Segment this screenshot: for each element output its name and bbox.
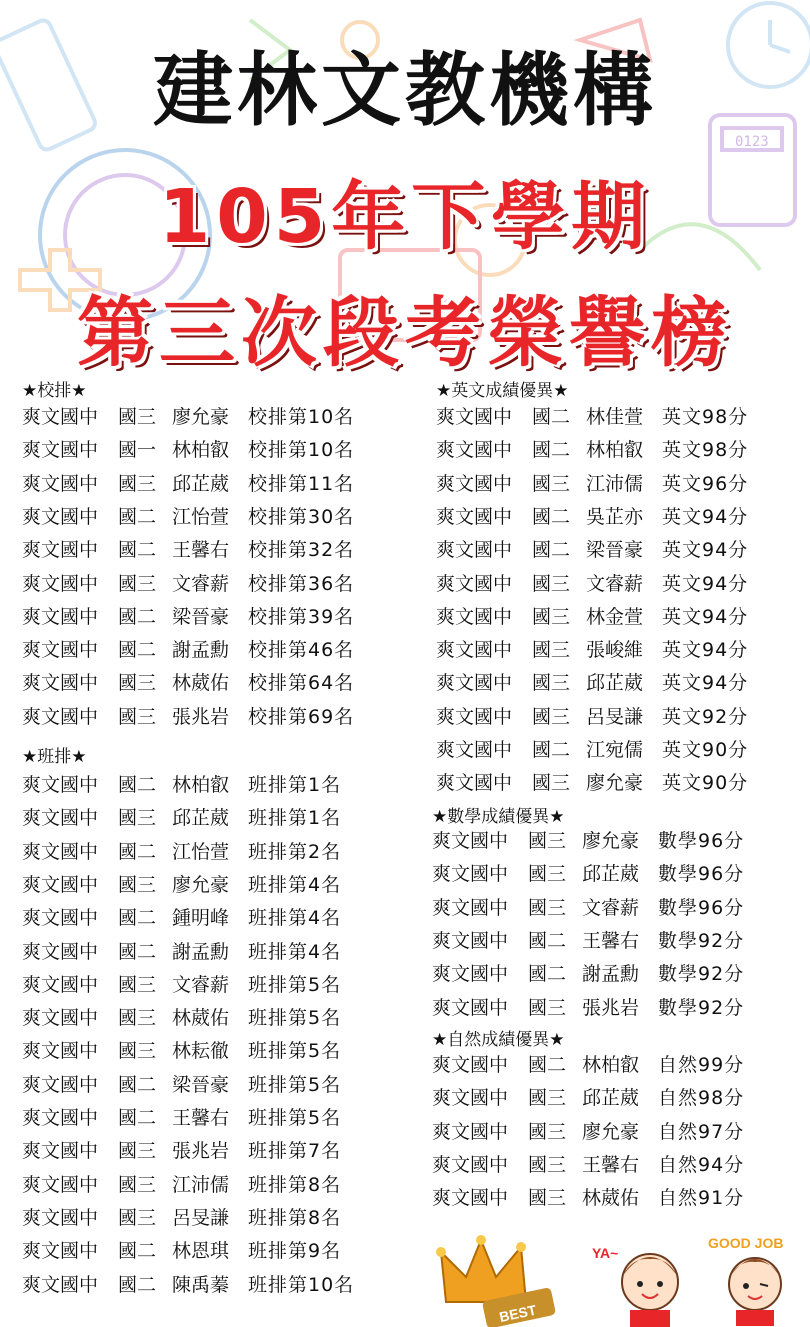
student-name: 江怡萱	[172, 840, 230, 863]
school-name: 爽文國中	[22, 1240, 99, 1263]
result: 英文94分	[662, 572, 749, 595]
result: 英文94分	[662, 505, 749, 528]
student-name: 謝孟勳	[172, 940, 230, 963]
semester-subtitle: 105年下學期	[158, 174, 652, 260]
result: 數學92分	[658, 963, 745, 986]
result: 校排第10名	[248, 406, 355, 428]
student-name: 廖允豪	[582, 1120, 640, 1143]
student-name: 梁晉豪	[172, 1073, 230, 1096]
result: 英文92分	[662, 705, 749, 728]
grade: 國三	[528, 896, 567, 919]
grade: 國二	[118, 940, 157, 963]
grade: 國三	[118, 873, 157, 896]
school-name: 爽文國中	[22, 807, 99, 830]
student-name: 林柏叡	[172, 439, 230, 462]
school-name: 爽文國中	[436, 672, 513, 695]
grade: 國二	[118, 539, 157, 562]
school-name: 爽文國中	[22, 973, 99, 996]
school-name: 爽文國中	[436, 739, 513, 761]
school-name: 爽文國中	[22, 873, 99, 896]
school-name: 爽文國中	[22, 1140, 99, 1163]
result: 英文94分	[662, 672, 749, 695]
grade: 國二	[528, 963, 567, 986]
student-name: 陳禹蓁	[172, 1273, 230, 1296]
result: 數學92分	[658, 929, 745, 952]
school-name: 爽文國中	[22, 840, 99, 863]
result: 校排第10名	[248, 439, 355, 462]
grade: 國三	[532, 472, 571, 495]
grade: 國三	[118, 572, 157, 595]
student-name: 廖允豪	[172, 873, 230, 896]
grade: 國三	[118, 1140, 157, 1163]
student-name: 王馨右	[172, 539, 230, 562]
result: 班排第5名	[248, 1040, 342, 1063]
result: 班排第5名	[248, 1107, 342, 1129]
result: 校排第11名	[248, 472, 355, 495]
school-name: 爽文國中	[432, 996, 509, 1019]
student-name: 林柏叡	[582, 1054, 640, 1076]
result: 班排第5名	[248, 973, 342, 996]
student-name: 林柏叡	[172, 774, 230, 796]
student-name: 謝孟勳	[582, 963, 640, 986]
school-name: 爽文國中	[22, 539, 99, 562]
school-rank-heading: ★校排★	[22, 381, 87, 401]
grade: 國二	[532, 439, 571, 462]
result: 班排第4名	[248, 873, 342, 896]
school-name: 爽文國中	[432, 963, 509, 986]
school-name: 爽文國中	[432, 1087, 509, 1110]
school-name: 爽文國中	[22, 605, 99, 628]
school-name: 爽文國中	[436, 639, 513, 662]
school-name: 爽文國中	[22, 1173, 99, 1196]
school-name: 爽文國中	[432, 1054, 509, 1076]
result: 班排第5名	[248, 1073, 342, 1096]
student-name: 林柏叡	[586, 439, 644, 462]
grade: 國三	[528, 1087, 567, 1110]
result: 班排第4名	[248, 940, 342, 963]
student-name: 王馨右	[172, 1107, 230, 1129]
result: 校排第36名	[248, 572, 355, 595]
student-name: 邱芷葳	[582, 1087, 640, 1110]
result: 自然99分	[658, 1054, 745, 1076]
result: 數學96分	[658, 896, 745, 919]
student-name: 呂旻謙	[586, 705, 644, 728]
student-name: 廖允豪	[172, 406, 230, 428]
school-name: 爽文國中	[436, 772, 513, 795]
grade: 國三	[528, 1187, 567, 1210]
result: 班排第2名	[248, 840, 342, 863]
grade: 國二	[118, 840, 157, 863]
school-name: 爽文國中	[432, 896, 509, 919]
student-name: 邱芷葳	[172, 472, 230, 495]
school-name: 爽文國中	[432, 1153, 509, 1176]
school-name: 爽文國中	[22, 505, 99, 528]
result: 校排第30名	[248, 505, 355, 528]
student-name: 林耘徹	[172, 1040, 230, 1063]
result: 校排第39名	[248, 605, 355, 628]
school-name: 爽文國中	[22, 639, 99, 662]
student-name: 鍾明峰	[172, 907, 230, 930]
grade: 國二	[118, 774, 157, 796]
class-rank-heading: ★班排★	[22, 747, 87, 767]
result: 英文90分	[662, 772, 749, 795]
student-name: 邱芷葳	[582, 863, 640, 886]
student-name: 林佳萱	[586, 406, 644, 428]
grade: 國二	[118, 639, 157, 662]
student-name: 謝孟勳	[172, 639, 230, 662]
student-name: 文睿薪	[586, 572, 644, 595]
result: 英文98分	[662, 439, 749, 462]
grade: 國三	[532, 605, 571, 628]
grade: 國三	[118, 1206, 157, 1229]
result: 班排第8名	[248, 1173, 342, 1196]
student-name: 梁晉豪	[586, 539, 644, 562]
student-name: 王馨右	[582, 929, 640, 952]
school-name: 爽文國中	[436, 539, 513, 562]
school-name: 爽文國中	[22, 472, 99, 495]
girl-ya-icon	[590, 1232, 700, 1327]
grade: 國三	[118, 1040, 157, 1063]
result: 班排第1名	[248, 774, 342, 796]
result: 自然97分	[658, 1120, 745, 1143]
school-name: 爽文國中	[22, 774, 99, 796]
result: 自然91分	[658, 1187, 745, 1210]
result: 自然98分	[658, 1087, 745, 1110]
grade: 國一	[118, 439, 157, 462]
grade: 國二	[532, 539, 571, 562]
result: 英文98分	[662, 406, 749, 428]
grade: 國二	[528, 929, 567, 952]
grade: 國二	[118, 605, 157, 628]
school-name: 爽文國中	[432, 1120, 509, 1143]
result: 校排第64名	[248, 672, 355, 695]
grade: 國二	[118, 1073, 157, 1096]
school-name: 爽文國中	[436, 605, 513, 628]
school-name: 爽文國中	[22, 672, 99, 695]
grade: 國二	[532, 739, 571, 761]
result: 校排第46名	[248, 639, 355, 662]
school-name: 爽文國中	[432, 830, 509, 852]
school-name: 爽文國中	[22, 572, 99, 595]
result: 數學92分	[658, 996, 745, 1019]
result: 英文94分	[662, 639, 749, 662]
grade: 國二	[118, 1107, 157, 1129]
grade: 國二	[532, 406, 571, 428]
student-name: 江怡萱	[172, 505, 230, 528]
school-name: 爽文國中	[22, 1206, 99, 1229]
student-name: 文睿薪	[172, 973, 230, 996]
grade: 國三	[532, 639, 571, 662]
grade: 國三	[532, 572, 571, 595]
honor-roll-subtitle: 第三次段考榮譽榜	[77, 288, 733, 377]
page-title: 建林文教機構	[153, 44, 657, 137]
result: 班排第5名	[248, 1007, 342, 1030]
school-name: 爽文國中	[22, 1107, 99, 1129]
grade: 國三	[118, 1173, 157, 1196]
student-name: 邱芷葳	[172, 807, 230, 830]
grade: 國二	[118, 1273, 157, 1296]
result: 英文94分	[662, 605, 749, 628]
school-name: 爽文國中	[22, 1273, 99, 1296]
grade: 國二	[532, 505, 571, 528]
school-name: 爽文國中	[436, 705, 513, 728]
girl-goodjob-icon	[700, 1226, 808, 1326]
grade: 國三	[528, 830, 567, 852]
school-name: 爽文國中	[436, 572, 513, 595]
result: 英文90分	[662, 739, 749, 761]
student-name: 江沛儒	[586, 472, 644, 495]
student-name: 林葳佑	[582, 1187, 640, 1210]
result: 數學96分	[658, 863, 745, 886]
result: 自然94分	[658, 1153, 745, 1176]
result: 英文94分	[662, 539, 749, 562]
student-name: 江宛儒	[586, 739, 644, 761]
result: 班排第1名	[248, 807, 342, 830]
english-heading: ★英文成績優異★	[436, 381, 569, 401]
grade: 國三	[118, 1007, 157, 1030]
student-name: 文睿薪	[582, 896, 640, 919]
calc-display: 0123	[735, 134, 769, 150]
result: 數學96分	[658, 830, 745, 852]
result: 班排第7名	[248, 1140, 342, 1163]
student-name: 張峻維	[586, 639, 644, 662]
school-name: 爽文國中	[22, 705, 99, 728]
grade: 國二	[528, 1054, 567, 1076]
grade: 國二	[118, 1240, 157, 1263]
school-name: 爽文國中	[22, 940, 99, 963]
grade: 國三	[118, 472, 157, 495]
grade: 國三	[118, 705, 157, 728]
grade: 國三	[118, 973, 157, 996]
school-name: 爽文國中	[436, 406, 513, 428]
result: 校排第69名	[248, 705, 355, 728]
result: 班排第4名	[248, 907, 342, 930]
science-heading: ★自然成績優異★	[432, 1030, 565, 1050]
school-name: 爽文國中	[22, 1040, 99, 1063]
result: 英文96分	[662, 472, 749, 495]
result: 班排第9名	[248, 1240, 342, 1263]
school-name: 爽文國中	[22, 439, 99, 462]
school-name: 爽文國中	[436, 505, 513, 528]
student-name: 王馨右	[582, 1153, 640, 1176]
grade: 國二	[118, 907, 157, 930]
goodjob-text: GOOD JOB	[708, 1235, 784, 1251]
grade: 國三	[528, 1120, 567, 1143]
student-name: 江沛儒	[172, 1173, 230, 1196]
school-name: 爽文國中	[436, 439, 513, 462]
ya-text: YA~	[592, 1245, 619, 1261]
school-name: 爽文國中	[432, 929, 509, 952]
student-name: 文睿薪	[172, 572, 230, 595]
crown-best-icon	[436, 1232, 556, 1327]
result: 班排第8名	[248, 1206, 342, 1229]
student-name: 林恩琪	[172, 1240, 230, 1263]
result: 校排第32名	[248, 539, 355, 562]
grade: 國三	[532, 772, 571, 795]
student-name: 吳芷亦	[586, 505, 644, 528]
school-name: 爽文國中	[22, 1007, 99, 1030]
school-name: 爽文國中	[432, 863, 509, 886]
grade: 國三	[118, 406, 157, 428]
school-name: 爽文國中	[432, 1187, 509, 1210]
student-name: 廖允豪	[586, 772, 644, 795]
school-name: 爽文國中	[22, 1073, 99, 1096]
grade: 國三	[118, 807, 157, 830]
student-name: 廖允豪	[582, 830, 640, 852]
school-name: 爽文國中	[22, 907, 99, 930]
student-name: 張兆岩	[582, 996, 640, 1019]
grade: 國三	[532, 705, 571, 728]
grade: 國三	[528, 996, 567, 1019]
student-name: 張兆岩	[172, 705, 230, 728]
student-name: 林葳佑	[172, 1007, 230, 1030]
grade: 國三	[528, 863, 567, 886]
grade: 國三	[532, 672, 571, 695]
student-name: 梁晉豪	[172, 605, 230, 628]
grade: 國三	[118, 672, 157, 695]
math-heading: ★數學成績優異★	[432, 807, 565, 827]
student-name: 呂旻謙	[172, 1206, 230, 1229]
grade: 國二	[118, 505, 157, 528]
school-name: 爽文國中	[22, 406, 99, 428]
grade: 國三	[528, 1153, 567, 1176]
best-label: BEST	[497, 1301, 538, 1326]
school-name: 爽文國中	[436, 472, 513, 495]
student-name: 邱芷葳	[586, 672, 644, 695]
result: 班排第10名	[248, 1273, 355, 1296]
student-name: 張兆岩	[172, 1140, 230, 1163]
student-name: 林葳佑	[172, 672, 230, 695]
student-name: 林金萱	[586, 605, 644, 628]
